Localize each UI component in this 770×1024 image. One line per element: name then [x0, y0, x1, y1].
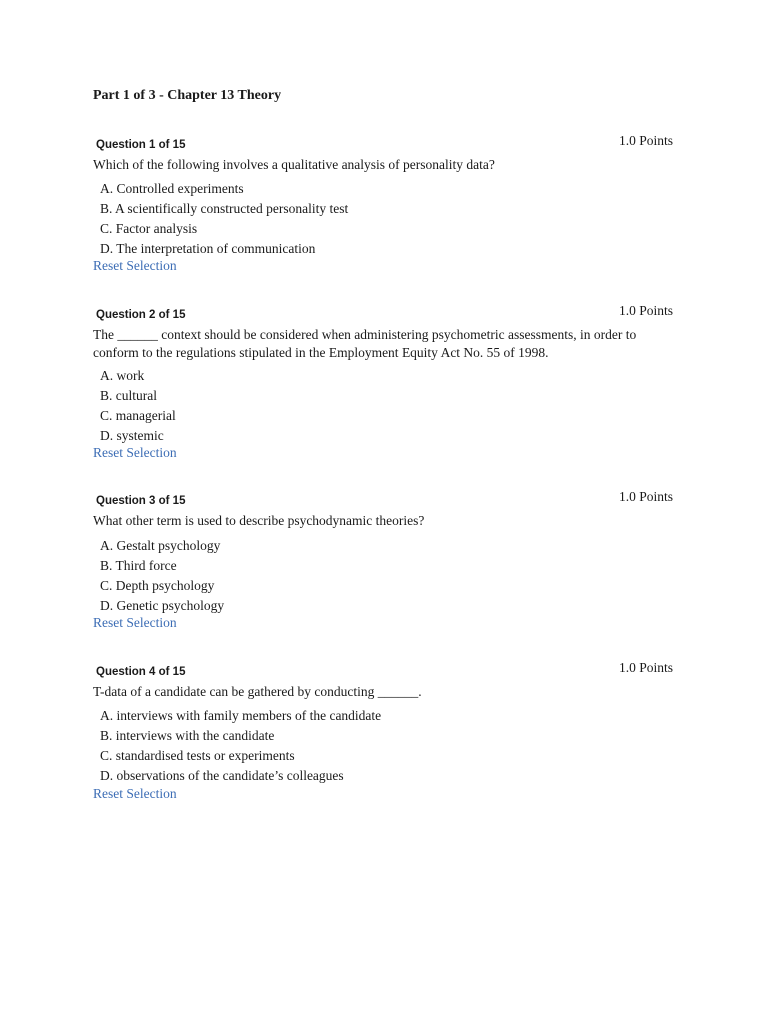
answer-option[interactable]: C. managerial [100, 408, 176, 423]
question-points: 1.0 Points [618, 133, 673, 148]
answer-options [100, 536, 224, 616]
answer-options [100, 366, 176, 446]
answer-option[interactable]: C. Factor analysis [100, 221, 198, 236]
answer-option[interactable]: D. The interpretation of communication [100, 241, 316, 256]
question-text: Which of the following involves a qualitative analysis of personality data? [93, 157, 495, 172]
answer-option[interactable]: B. interviews with the candidate [100, 728, 275, 743]
answer-option[interactable]: A. interviews with family members of the candidate [100, 708, 382, 723]
answer-option[interactable]: A. Controlled experiments [100, 181, 244, 196]
answer-option[interactable]: D. Genetic psychology [100, 598, 225, 613]
question-points: 1.0 Points [618, 660, 673, 675]
question-number: Question 4 of 15 [96, 666, 186, 678]
page-title: Part 1 of 3 - Chapter 13 Theory [93, 88, 282, 103]
question-points: 1.0 Points [618, 489, 673, 504]
answer-option[interactable]: B. Third force [100, 558, 177, 573]
question-text: T-data of a candidate can be gathered by conducting ______. [93, 684, 422, 699]
reset-selection-link[interactable]: Reset Selection [93, 615, 177, 630]
reset-selection-link[interactable]: Reset Selection [93, 258, 177, 273]
reset-selection-link[interactable]: Reset Selection [93, 445, 177, 460]
answer-option[interactable]: D. observations of the candidate’s colleagues [100, 768, 344, 783]
answer-option[interactable]: A. Gestalt psychology [100, 538, 221, 553]
answer-option[interactable]: B. cultural [100, 388, 157, 403]
question-text: The ______ context should be considered when administering psychometric assessments, in order to conform to the regulations stipulated in the Employment Equity Act No. 55 of 1998. [93, 327, 637, 360]
answer-option[interactable]: C. standardised tests or experiments [100, 748, 295, 763]
answer-option[interactable]: D. systemic [100, 428, 164, 443]
answer-option[interactable]: B. A scientifically constructed personality test [100, 201, 349, 216]
question-text: What other term is used to describe psychodynamic theories? [93, 513, 425, 528]
question-number: Question 3 of 15 [96, 495, 186, 507]
answer-options [100, 179, 348, 259]
question-points: 1.0 Points [618, 303, 673, 318]
question-number: Question 2 of 15 [96, 309, 186, 321]
reset-selection-link[interactable]: Reset Selection [93, 786, 177, 801]
answer-options [100, 706, 381, 786]
answer-option[interactable]: C. Depth psychology [100, 578, 215, 593]
question-number: Question 1 of 15 [96, 139, 186, 151]
answer-option[interactable]: A. work [100, 368, 145, 383]
